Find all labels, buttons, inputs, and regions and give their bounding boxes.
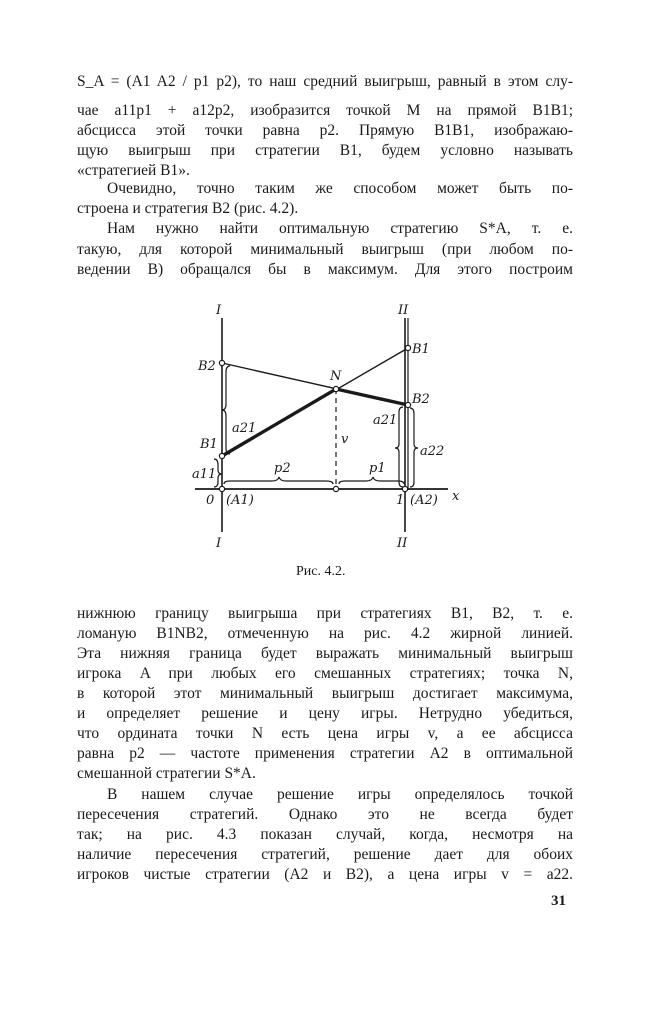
brace-p1 (339, 477, 404, 484)
label-v: v (341, 432, 349, 447)
text-line: Очевидно, точно таким же способом может быть по- (107, 180, 573, 197)
brace-p2 (224, 477, 333, 484)
label-origin: 0 (206, 493, 215, 508)
text-line: строена и стратегия B2 (рис. 4.2). (77, 200, 299, 217)
text-line: в которой этот минимальный выигрыш достигает максимума, (77, 685, 573, 702)
text-line: и определяет решение и цену игры. Нетрудно убедиться, (77, 705, 573, 722)
label-a21-right: a21 (373, 413, 398, 428)
text-line: пересечения стратегий. Однако это не всегда будет (77, 806, 573, 823)
text-line: чае a11p1 + a12p2, изобразится точкой M на прямой B1B1; (77, 102, 573, 119)
text-line: В нашем случае решение игры определялось точкой (107, 786, 573, 803)
text-line: игрока A при любых его смешанных стратегиях; точка N, (77, 665, 573, 682)
text-line: игроков чистые стратегии (A2 и B2), а цена игры v = a22. (77, 866, 573, 883)
label-axis-II-bottom: II (397, 536, 408, 551)
label-axis-I-top: I (216, 303, 222, 318)
label-axis-II-top: II (398, 303, 409, 318)
text-line: смешанной стратегии S*A. (77, 765, 256, 782)
label-N: N (330, 369, 342, 384)
text-line: щую выигрыш при стратегии B1, будем условно называть (77, 142, 573, 159)
text-line: «стратегией B1». (77, 162, 190, 179)
text-line: ломаную B1NB2, отмеченную на рис. 4.2 жирной линией. (77, 625, 573, 642)
figure-caption: Рис. 4.2. (296, 564, 346, 579)
page-number: 31 (551, 893, 566, 909)
brace-a21-left (222, 366, 230, 454)
label-p1: p1 (369, 461, 386, 476)
label-A1: (A1) (226, 493, 254, 508)
text-line: что ордината точки N есть цена игры v, а ее абсцисса (77, 725, 573, 742)
text-line: нижнюю границу выигрыша при стратегиях B1, B2, т. е. (77, 605, 573, 622)
label-x: x (452, 489, 460, 504)
text-line: наличие пересечения стратегий, решение дает для обоих (77, 846, 573, 863)
label-B1-left: B1 (200, 437, 218, 452)
text-line: равна p2 — частоте применения стратегии A2 в оптимальной (77, 745, 573, 762)
label-one: 1 (396, 493, 405, 508)
brace-a22 (410, 408, 418, 487)
text-line: Эта нижняя граница будет выражать минимальный выигрыш (77, 645, 573, 662)
label-a21-left: a21 (232, 421, 257, 436)
text-line: такую, для которой минимальный выигрыш (при любом по- (77, 241, 573, 258)
label-A2: (A2) (410, 493, 438, 508)
label-B1-right: B1 (412, 342, 430, 357)
label-axis-I-bottom: I (216, 536, 222, 551)
text-line: абсцисса этой точки равна p2. Прямую B1B1, изображаю- (77, 122, 573, 139)
label-B2-right: B2 (412, 392, 430, 407)
label-p2: p2 (274, 461, 291, 476)
text-line: так; на рис. 4.3 показан случай, когда, несмотря на (77, 826, 573, 843)
text-line: Нам нужно найти оптимальную стратегию S*A, т. е. (107, 220, 573, 237)
label-B2-left: B2 (198, 359, 216, 374)
text-line: ведении B) обращался бы в максимум. Для этого построим (77, 261, 573, 278)
label-a11: a11 (192, 467, 217, 482)
label-a22: a22 (420, 444, 445, 459)
text-line: S_A = (A1 A2 / p1 p2), то наш средний выигрыш, равный в этом слу- (77, 73, 573, 90)
